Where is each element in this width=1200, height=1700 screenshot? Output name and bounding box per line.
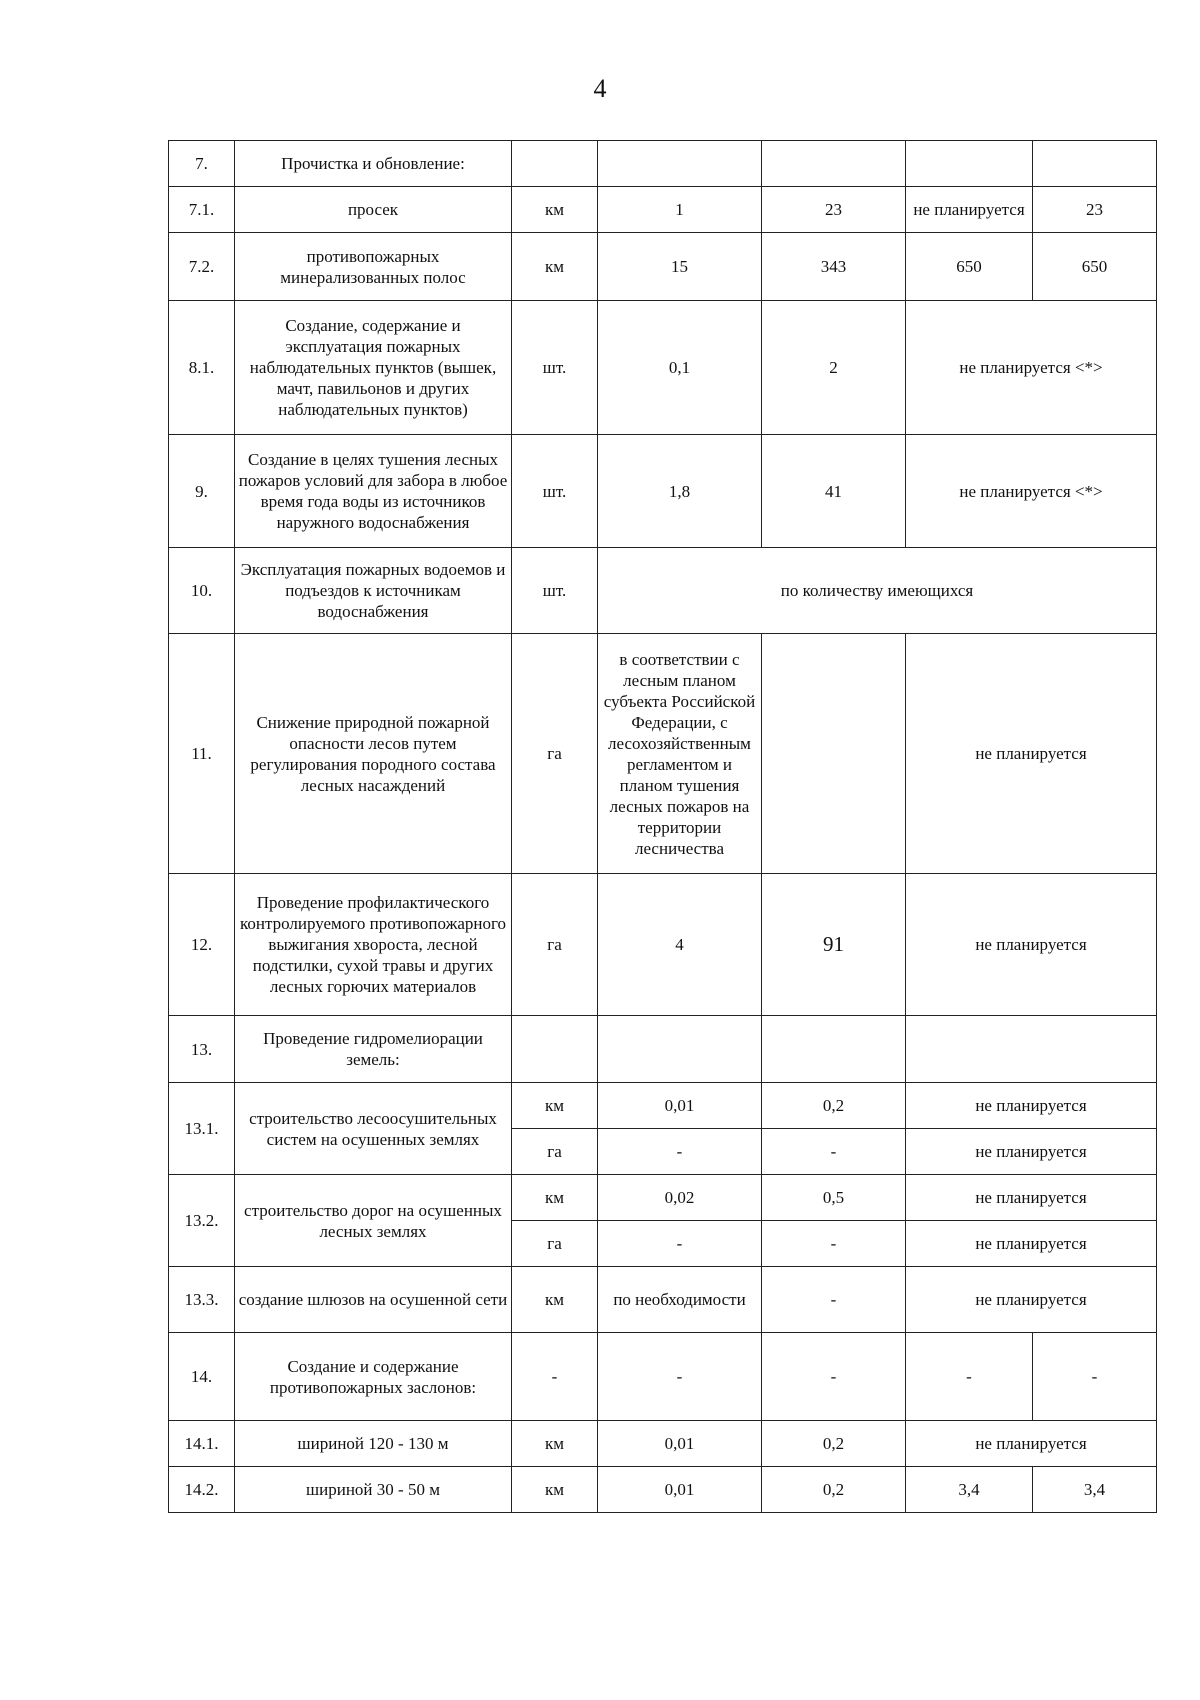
value-cell: 0,2 — [762, 1083, 906, 1129]
unit-cell: га — [512, 634, 598, 874]
unit-cell: км — [512, 1175, 598, 1221]
unit-cell: км — [512, 1267, 598, 1333]
table-row — [169, 634, 1157, 874]
value-cell — [906, 141, 1033, 187]
unit-cell: га — [512, 1221, 598, 1267]
plan-cell: не планируется — [906, 1221, 1157, 1267]
row-number: 13.2. — [169, 1175, 235, 1267]
measure-name: Создание, содержание и эксплуатация пожарных наблюдательных пунктов (вышек, мачт, павильонов и других наблюдательных пунктов) — [235, 301, 512, 435]
row-number: 7.2. — [169, 233, 235, 301]
table-row — [169, 1175, 1157, 1221]
value-cell: - — [762, 1333, 906, 1421]
table-row — [169, 874, 1157, 1016]
measure-name: Проведение гидромелиорации земель: — [235, 1016, 512, 1083]
unit-cell: км — [512, 1467, 598, 1513]
value-cell: 41 — [762, 435, 906, 548]
measure-name: строительство дорог на осушенных лесных землях — [235, 1175, 512, 1267]
value-cell: 0,01 — [598, 1083, 762, 1129]
table-row — [169, 1421, 1157, 1467]
value-cell: 650 — [1033, 233, 1157, 301]
plan-cell: не планируется — [906, 1267, 1157, 1333]
unit-cell: га — [512, 1129, 598, 1175]
table-row — [169, 1267, 1157, 1333]
plan-cell — [906, 1016, 1157, 1083]
value-cell: 1 — [598, 187, 762, 233]
value-cell — [762, 1016, 906, 1083]
row-number: 8.1. — [169, 301, 235, 435]
table-row — [169, 233, 1157, 301]
value-cell: - — [598, 1333, 762, 1421]
value-cell: 0,1 — [598, 301, 762, 435]
value-cell: 1,8 — [598, 435, 762, 548]
page-number: 4 — [593, 74, 607, 103]
value-cell: - — [598, 1221, 762, 1267]
row-number: 14. — [169, 1333, 235, 1421]
value-cell: 23 — [1033, 187, 1157, 233]
measure-name: строительство лесоосушительных систем на осушенных землях — [235, 1083, 512, 1175]
measure-name: Прочистка и обновление: — [235, 141, 512, 187]
table-row — [169, 548, 1157, 634]
measure-name: Создание и содержание противопожарных заслонов: — [235, 1333, 512, 1421]
value-cell: - — [598, 1129, 762, 1175]
value-cell — [762, 634, 906, 874]
row-number: 13.1. — [169, 1083, 235, 1175]
unit-cell: км — [512, 1083, 598, 1129]
measures-table — [168, 140, 1157, 1513]
row-number: 11. — [169, 634, 235, 874]
measure-name: Проведение профилактического контролируемого противопожарного выжигания хвороста, лесной подстилки, сухой травы и других лесных горючих материалов — [235, 874, 512, 1016]
value-cell — [598, 141, 762, 187]
unit-cell — [512, 141, 598, 187]
plan-cell: не планируется — [906, 874, 1157, 1016]
table-row — [169, 187, 1157, 233]
value-cell: 3,4 — [1033, 1467, 1157, 1513]
value-cell: 0,01 — [598, 1421, 762, 1467]
row-number: 13. — [169, 1016, 235, 1083]
row-number: 7. — [169, 141, 235, 187]
row-number: 12. — [169, 874, 235, 1016]
table-row — [169, 1467, 1157, 1513]
unit-cell: шт. — [512, 548, 598, 634]
measure-name: шириной 30 - 50 м — [235, 1467, 512, 1513]
plan-cell: не планируется <*> — [906, 435, 1157, 548]
unit-cell — [512, 1016, 598, 1083]
row-number: 14.2. — [169, 1467, 235, 1513]
table-row — [169, 1016, 1157, 1083]
row-number: 13.3. — [169, 1267, 235, 1333]
unit-cell: га — [512, 874, 598, 1016]
plan-cell: не планируется — [906, 1083, 1157, 1129]
value-cell: - — [762, 1221, 906, 1267]
plan-cell: не планируется — [906, 634, 1157, 874]
value-cell: по необходимости — [598, 1267, 762, 1333]
measure-name: шириной 120 - 130 м — [235, 1421, 512, 1467]
value-cell: - — [1033, 1333, 1157, 1421]
table-row — [169, 1333, 1157, 1421]
plan-cell: не планируется — [906, 1421, 1157, 1467]
value-cell: 15 — [598, 233, 762, 301]
value-cell: 0,5 — [762, 1175, 906, 1221]
measure-name: Эксплуатация пожарных водоемов и подъездов к источникам водоснабжения — [235, 548, 512, 634]
value-cell: - — [906, 1333, 1033, 1421]
value-cell — [1033, 141, 1157, 187]
measure-name: Снижение природной пожарной опасности лесов путем регулирования породного состава лесных насаждений — [235, 634, 512, 874]
unit-cell: шт. — [512, 435, 598, 548]
unit-cell: км — [512, 233, 598, 301]
value-cell: 650 — [906, 233, 1033, 301]
plan-cell: не планируется — [906, 1129, 1157, 1175]
value-cell: 4 — [598, 874, 762, 1016]
value-cell: 343 — [762, 233, 906, 301]
table-row — [169, 301, 1157, 435]
table-row — [169, 435, 1157, 548]
unit-cell: шт. — [512, 301, 598, 435]
value-cell: 0,2 — [762, 1421, 906, 1467]
value-cell: 3,4 — [906, 1467, 1033, 1513]
merged-value-cell: по количеству имеющихся — [598, 548, 1157, 634]
unit-cell: - — [512, 1333, 598, 1421]
measure-name: просек — [235, 187, 512, 233]
value-cell: 0,2 — [762, 1467, 906, 1513]
row-number: 7.1. — [169, 187, 235, 233]
value-cell: 91 — [762, 874, 906, 1016]
row-number: 9. — [169, 435, 235, 548]
value-cell: - — [762, 1129, 906, 1175]
unit-cell: км — [512, 187, 598, 233]
value-cell — [762, 141, 906, 187]
plan-cell: не планируется <*> — [906, 301, 1157, 435]
value-cell: 23 — [762, 187, 906, 233]
value-cell: 2 — [762, 301, 906, 435]
measure-name: создание шлюзов на осушенной сети — [235, 1267, 512, 1333]
measure-name: противопожарных минерализованных полос — [235, 233, 512, 301]
value-cell: не планируется — [906, 187, 1033, 233]
table-row — [169, 141, 1157, 187]
value-cell: в соответствии с лесным планом субъекта Российской Федерации, с лесохозяйственным регламентом и планом тушения лесных пожаров на территории лесничества — [598, 634, 762, 874]
plan-cell: не планируется — [906, 1175, 1157, 1221]
value-cell: 0,02 — [598, 1175, 762, 1221]
table-row — [169, 1083, 1157, 1129]
row-number: 14.1. — [169, 1421, 235, 1467]
measure-name: Создание в целях тушения лесных пожаров условий для забора в любое время года воды из источников наружного водоснабжения — [235, 435, 512, 548]
value-cell — [598, 1016, 762, 1083]
row-number: 10. — [169, 548, 235, 634]
unit-cell: км — [512, 1421, 598, 1467]
value-cell: 0,01 — [598, 1467, 762, 1513]
value-cell: - — [762, 1267, 906, 1333]
